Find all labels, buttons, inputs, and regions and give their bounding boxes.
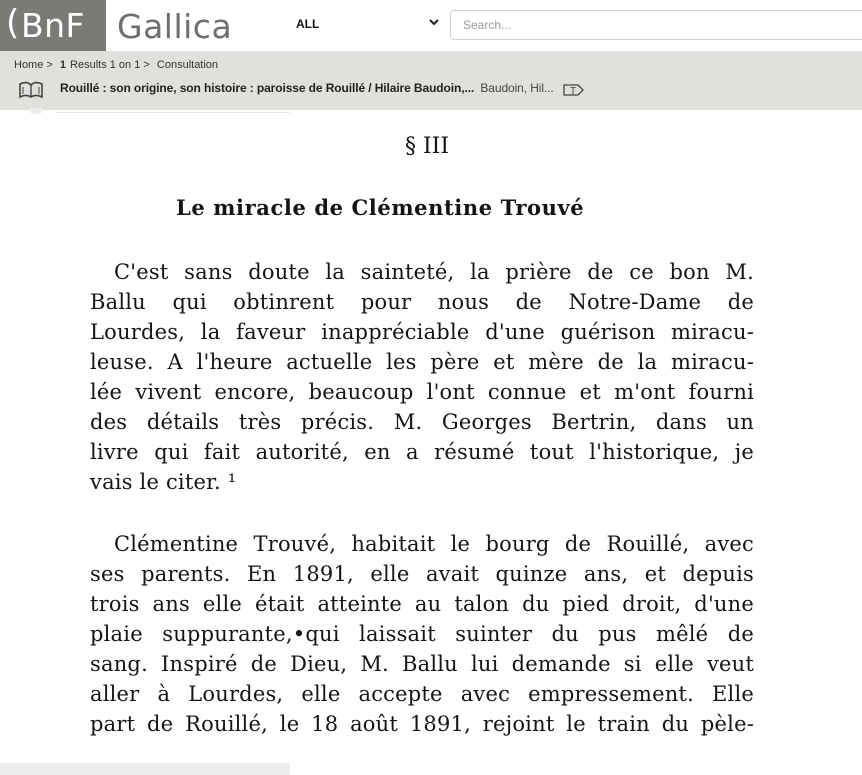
breadcrumb-current: Consultation xyxy=(156,59,219,71)
paragraph-2-line: trois ans elle était atteinte au talon du pied droit, d'une xyxy=(90,592,754,616)
document-author: Baudoin, Hil... xyxy=(480,81,554,95)
bnf-logo-brace: ( xyxy=(6,3,20,43)
paragraph-2-line: part de Rouillé, le 18 août 1891, rejoint le train du pèle- xyxy=(90,712,754,736)
paragraph-1-line: Ballu qui obtinrent pour nous de Notre-Dame de xyxy=(90,290,754,314)
viewer-bottom-strip xyxy=(0,763,290,775)
paragraph-2-line: ses parents. En 1891, elle avait quinze ans, et depuis xyxy=(90,562,754,586)
paragraph-2-line: plaie suppurante,•qui laissait suinter du pus mêlé de xyxy=(90,622,754,646)
paragraph-1-line: des détails très précis. M. Georges Bertrin, dans un xyxy=(90,410,754,434)
scan-edge-mark xyxy=(30,108,42,114)
document-title-line xyxy=(60,81,554,95)
document-title[interactable]: Rouillé : son origine, son histoire : paroisse de Rouillé / Hilaire Baudoin,... xyxy=(60,81,475,95)
bnf-logo-text: BnF xyxy=(21,6,86,45)
breadcrumb-home[interactable]: Home > xyxy=(14,59,53,71)
svg-text:T: T xyxy=(570,86,577,97)
paragraph-1-line: C'est sans doute la sainteté, la prière de ce bon M. xyxy=(114,260,754,284)
breadcrumb xyxy=(14,59,222,71)
paragraph-1-line: Lourdes, la faveur inappréciable d'une guérison miracu- xyxy=(90,320,754,344)
book-open-icon[interactable] xyxy=(18,80,44,100)
paragraph-2-line: Clémentine Trouvé, habitait le bourg de Rouillé, avec xyxy=(114,532,754,556)
gallica-logo[interactable]: Gallica xyxy=(117,7,233,46)
paragraph-2-line: sang. Inspiré de Dieu, M. Ballu lui demande si elle veut xyxy=(90,652,754,676)
breadcrumb-results[interactable]: Results 1 on 1 > xyxy=(70,59,150,71)
chevron-down-icon[interactable] xyxy=(428,15,440,29)
paragraph-2-line: aller à Lourdes, elle accepte avec empressement. Elle xyxy=(90,682,754,706)
bnf-logo[interactable] xyxy=(0,0,106,51)
paragraph-1-line: lée vivent encore, beaucoup l'ont connue et m'ont fourni xyxy=(90,380,754,404)
section-heading-text: § III xyxy=(404,134,450,159)
search-input[interactable] xyxy=(450,10,862,40)
paragraph-1-line: vais le citer. ¹ xyxy=(90,470,237,494)
paragraph-1-line: livre qui fait autorité, en a résumé tout l'historique, je xyxy=(90,440,754,464)
page-title: Le miracle de Clémentine Trouvé xyxy=(176,195,585,220)
site-header xyxy=(0,0,862,51)
paragraph-1-line: leuse. A l'heure actuelle les père et mère de la miracu- xyxy=(90,350,754,374)
scan-edge-line xyxy=(55,112,290,113)
breadcrumb-result-count[interactable]: 1 xyxy=(59,59,67,71)
section-heading xyxy=(0,134,862,159)
page-scan xyxy=(0,112,862,775)
breadcrumb-bar xyxy=(0,51,862,110)
text-tag-icon[interactable] xyxy=(562,83,584,97)
search-scope-select[interactable]: ALL xyxy=(296,17,320,31)
